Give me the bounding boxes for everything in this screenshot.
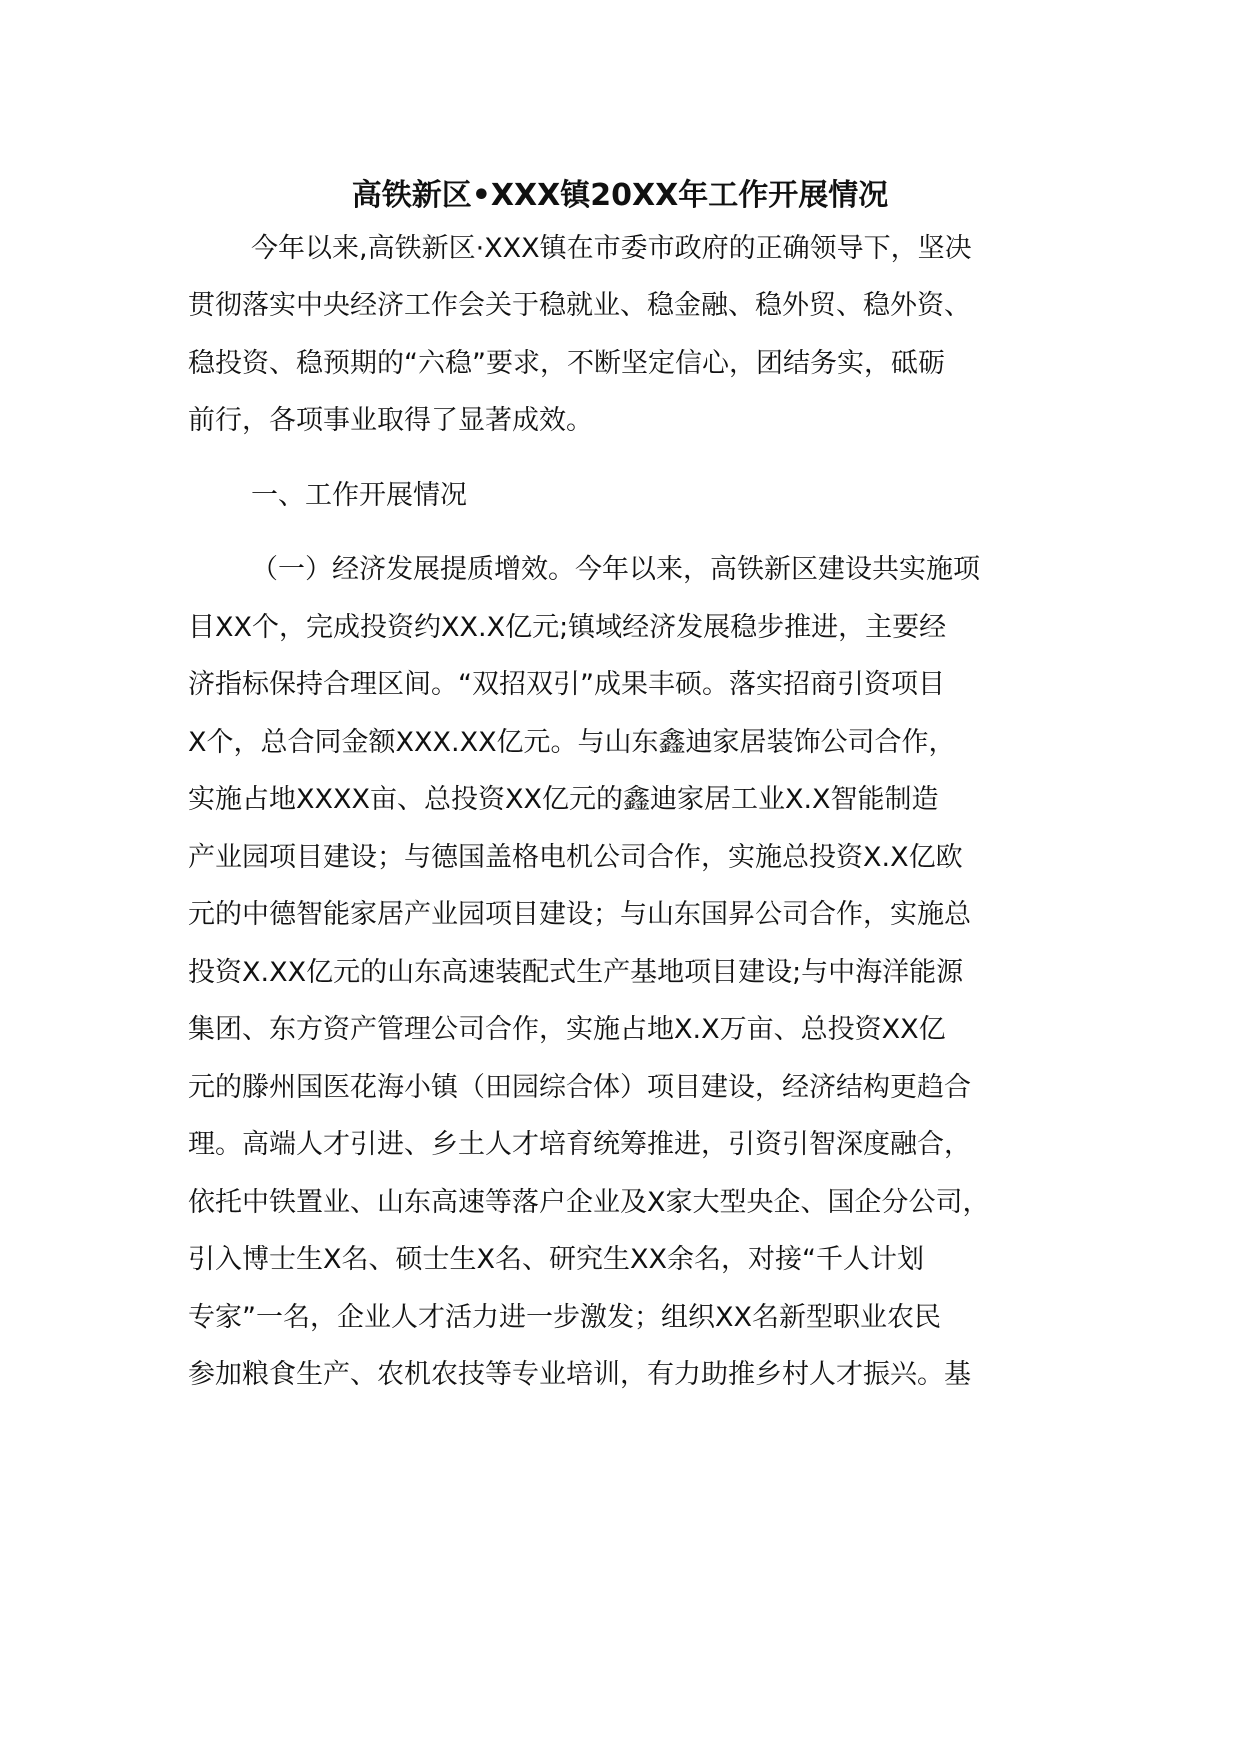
- body-line: 依托中铁置业、山东高速等落户企业及X家大型央企、国企分公司，: [188, 1187, 990, 1218]
- body-line: 目XX个，完成投资约XX.X亿元;镇域经济发展稳步推进，主要经: [188, 612, 947, 643]
- body-line: 专家”一名，企业人才活力进一步激发；组织XX名新型职业农民: [188, 1302, 941, 1333]
- body-line: 理。高端人才引进、乡土人才培育统筹推进，引资引智深度融合，: [188, 1129, 971, 1160]
- intro-line: 今年以来,高铁新区·XXX镇在市委市政府的正确领导下，坚决: [251, 233, 972, 264]
- intro-line: 前行，各项事业取得了显著成效。: [188, 405, 593, 436]
- body-line: 元的中德智能家居产业园项目建设；与山东国昇公司合作，实施总: [188, 899, 971, 930]
- body-line: （一）经济发展提质增效。今年以来，高铁新区建设共实施项: [251, 554, 980, 585]
- body-line: 元的滕州国医花海小镇（田园综合体）项目建设，经济结构更趋合: [188, 1072, 971, 1103]
- body-line: 引入博士生X名、硕士生X名、研究生XX余名，对接“千人计划: [188, 1244, 924, 1275]
- body-line: 投资X.XX亿元的山东高速装配式生产基地项目建设;与中海洋能源: [188, 957, 964, 988]
- intro-line: 稳投资、稳预期的“六稳”要求，不断坚定信心，团结务实，砥砺: [188, 348, 945, 379]
- body-line: 实施占地XXXX亩、总投资XX亿元的鑫迪家居工业X.X智能制造: [188, 784, 939, 815]
- body-line: 参加粮食生产、农机农技等专业培训，有力助推乡村人才振兴。基: [188, 1359, 971, 1390]
- document-title: 高铁新区•XXX镇20XX年工作开展情况: [351, 178, 889, 213]
- body-line: 集团、东方资产管理公司合作，实施占地X.X万亩、总投资XX亿: [188, 1014, 946, 1045]
- body-line: X个，总合同金额XXX.XX亿元。与山东鑫迪家居装饰公司合作，: [188, 727, 956, 758]
- section-heading: 一、工作开展情况: [251, 480, 467, 511]
- body-line: 济指标保持合理区间。“双招双引”成果丰硕。落实招商引资项目: [188, 669, 945, 700]
- body-line: 产业园项目建设；与德国盖格电机公司合作，实施总投资X.X亿欧: [188, 842, 963, 873]
- intro-line: 贯彻落实中央经济工作会关于稳就业、稳金融、稳外贸、稳外资、: [188, 290, 971, 321]
